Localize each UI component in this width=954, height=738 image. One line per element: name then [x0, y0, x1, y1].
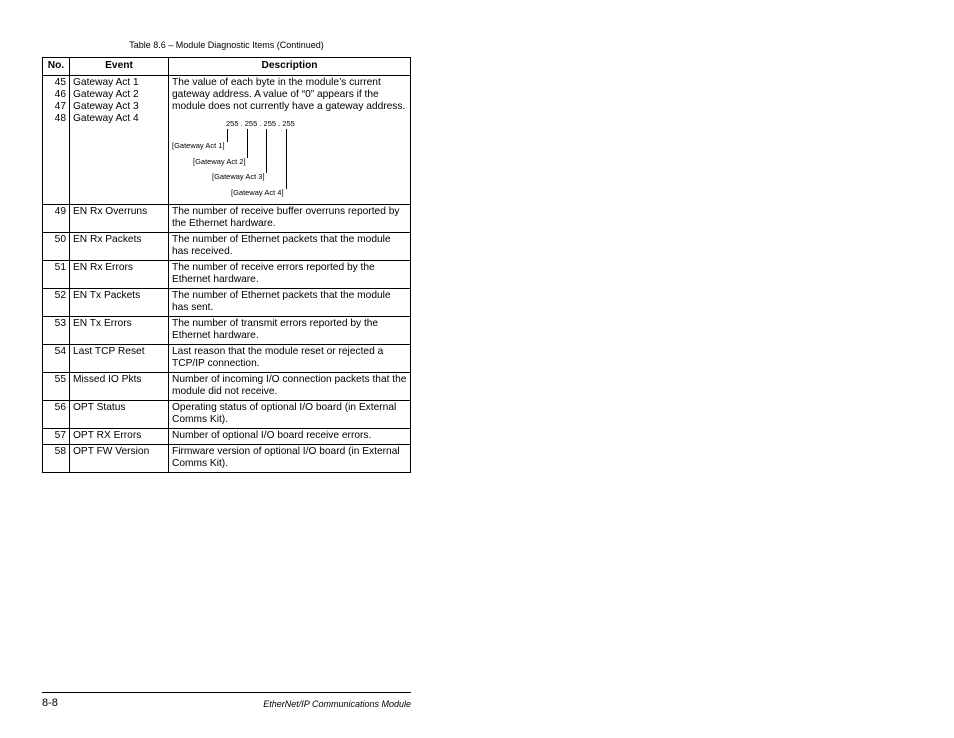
row-event: Gateway Act 2: [73, 89, 139, 100]
row-event: EN Rx Errors: [70, 261, 169, 289]
row-number: 58: [43, 445, 70, 473]
diagram-connector-line: [247, 129, 248, 158]
row-event: EN Rx Overruns: [70, 205, 169, 233]
row-event: EN Tx Errors: [70, 317, 169, 345]
table-row: [43, 345, 411, 373]
row-event: Last TCP Reset: [70, 345, 169, 373]
header-event: Event: [70, 58, 169, 76]
row-description: The number of Ethernet packets that the module has received.: [169, 233, 411, 261]
footer-divider: [42, 692, 411, 693]
header-description: Description: [169, 58, 411, 76]
row-number: 56: [43, 401, 70, 429]
row-event: Gateway Act 1: [73, 77, 139, 88]
table-row: [43, 317, 411, 345]
document-title: EtherNet/IP Communications Module: [263, 699, 411, 709]
row-description: Last reason that the module reset or rejected a TCP/IP connection.: [169, 345, 411, 373]
row-description: The number of receive buffer overruns reported by the Ethernet hardware.: [169, 205, 411, 233]
row-number: 55: [43, 373, 70, 401]
row-number: 51: [43, 261, 70, 289]
row-number: 53: [43, 317, 70, 345]
diagram-connector-line: [227, 129, 228, 142]
row-number: 49: [43, 205, 70, 233]
table-row: [43, 205, 411, 233]
row-event: Gateway Act 4: [73, 113, 139, 124]
row-description: The value of each byte in the module’s current gateway address. A value of “0” appears if the module does not currently have a gateway address.: [172, 77, 406, 112]
gateway-numbers: [43, 76, 70, 205]
row-description: The number of Ethernet packets that the module has sent.: [169, 289, 411, 317]
row-number: 48: [54, 113, 66, 124]
row-number: 45: [54, 77, 66, 88]
table-row: [43, 373, 411, 401]
row-event: EN Rx Packets: [70, 233, 169, 261]
header-no: No.: [43, 58, 70, 76]
row-number: 50: [43, 233, 70, 261]
row-event: OPT RX Errors: [70, 429, 169, 445]
diagram-label-gateway-act-2: [Gateway Act 2]: [193, 157, 246, 166]
gateway-events: [70, 76, 169, 205]
row-number: 57: [43, 429, 70, 445]
row-number: 47: [54, 101, 66, 112]
table-row: [43, 429, 411, 445]
row-number: 54: [43, 345, 70, 373]
row-event: Missed IO Pkts: [70, 373, 169, 401]
row-event: EN Tx Packets: [70, 289, 169, 317]
table-header-row: [43, 58, 411, 76]
table-row: [43, 401, 411, 429]
gateway-description-cell: [169, 76, 411, 205]
diagnostic-table: [42, 57, 411, 473]
diagram-connector-line: [266, 129, 267, 173]
diagram-label-gateway-act-1: [Gateway Act 1]: [172, 141, 225, 150]
row-event: OPT Status: [70, 401, 169, 429]
gateway-address-text: 255 . 255 . 255 . 255: [226, 119, 295, 128]
diagram-connector-line: [286, 129, 287, 189]
row-description: The number of transmit errors reported by the Ethernet hardware.: [169, 317, 411, 345]
row-description: Number of incoming I/O connection packets that the module did not receive.: [169, 373, 411, 401]
row-description: Firmware version of optional I/O board (in External Comms Kit).: [169, 445, 411, 473]
row-description: Number of optional I/O board receive errors.: [169, 429, 411, 445]
table-row: [43, 233, 411, 261]
table-caption: Table 8.6 – Module Diagnostic Items (Continued): [129, 40, 324, 50]
row-number: 52: [43, 289, 70, 317]
gateway-address-diagram: [172, 118, 407, 202]
row-number: 46: [54, 89, 66, 100]
diagram-label-gateway-act-4: [Gateway Act 4]: [231, 188, 284, 197]
table-row: [43, 261, 411, 289]
row-event: Gateway Act 3: [73, 101, 139, 112]
table-row: [43, 289, 411, 317]
row-description: Operating status of optional I/O board (in External Comms Kit).: [169, 401, 411, 429]
page-number: 8-8: [42, 697, 58, 709]
row-description: The number of receive errors reported by the Ethernet hardware.: [169, 261, 411, 289]
table-row-gateway: [43, 76, 411, 205]
row-event: OPT FW Version: [70, 445, 169, 473]
table-row: [43, 445, 411, 473]
diagram-label-gateway-act-3: [Gateway Act 3]: [212, 172, 265, 181]
